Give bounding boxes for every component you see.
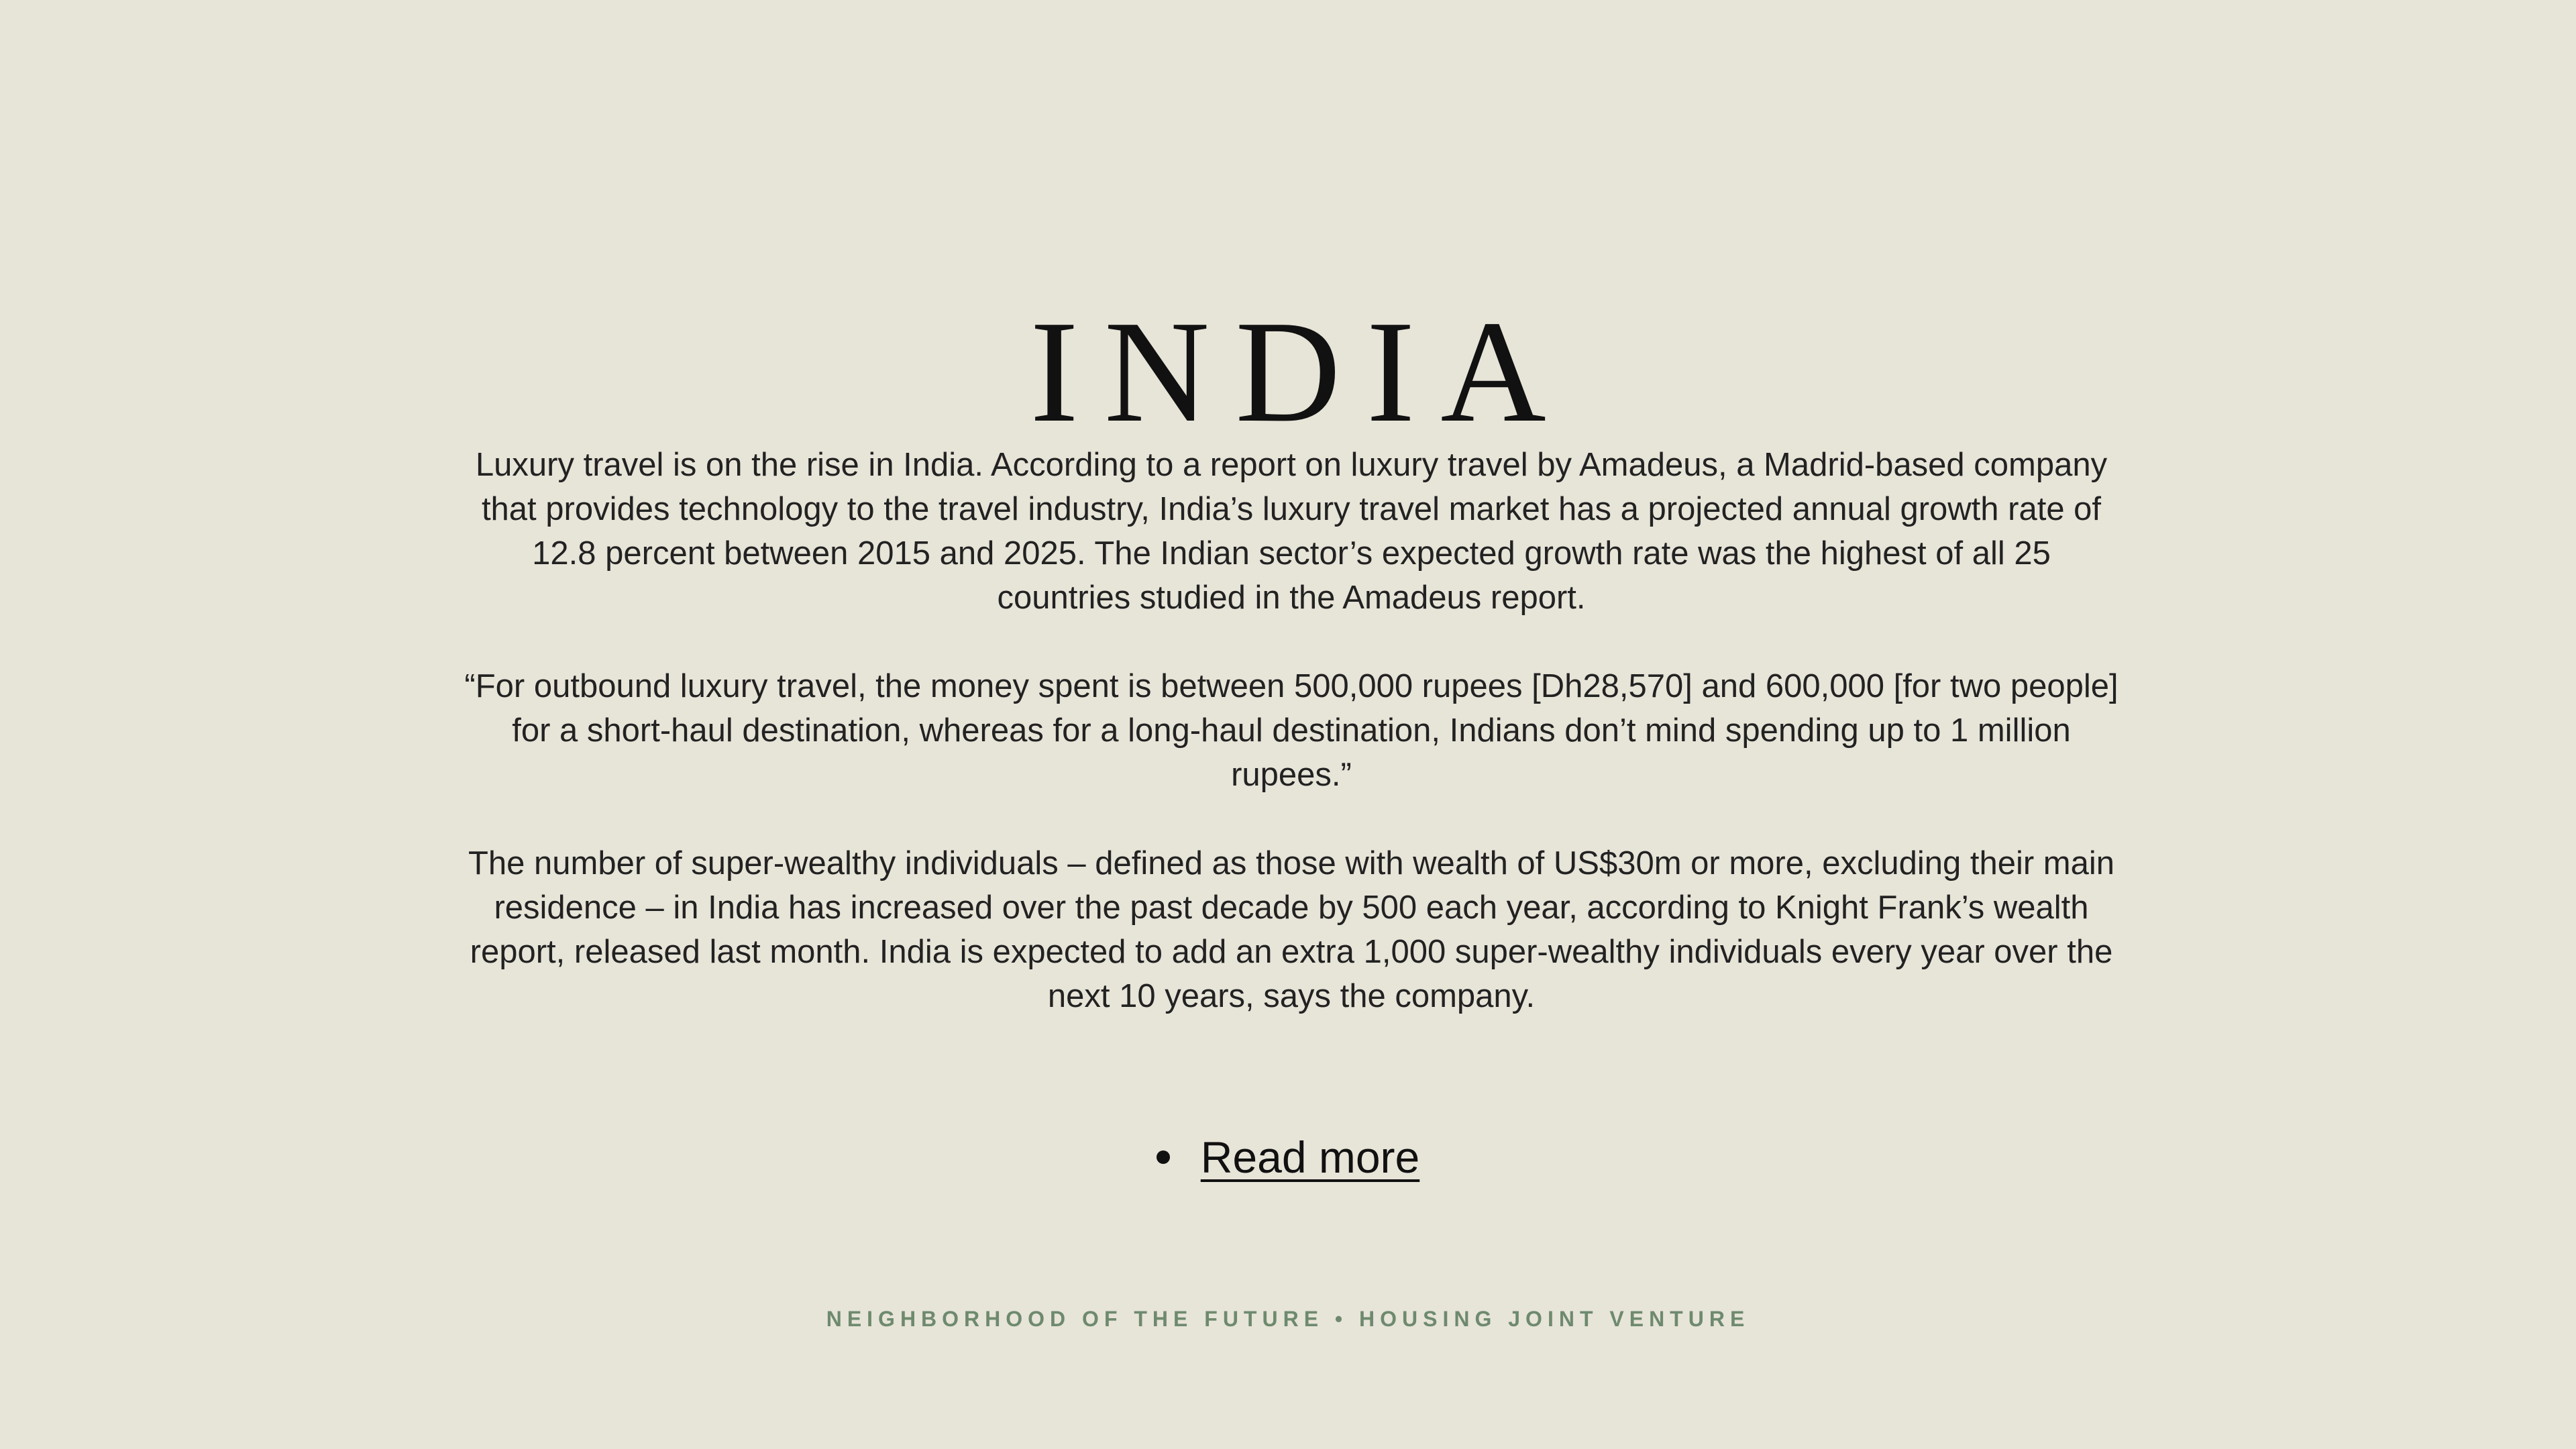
paragraph-intro: Luxury travel is on the rise in India. According to a report on luxury travel by Amadeus, a Madrid-based company that provides technology to the travel industry, India’s luxury travel market has a projected annual growth rate of 12.8 percent between 2015 and 2025. The Indian sector’s expected growth rate was the highest of all 25 countries studied in the Amadeus report. [475, 447, 2108, 616]
paragraph-wealth: The number of super-wealthy individuals – defined as those with wealth of US$30m or more, excluding their main residence – in India has increased over the past decade by 500 each year, according to Knight Frank’s wealth report, released last month. India is expected to add an extra 1,000 super-wealthy individuals every year over the next 10 years, says the company. [468, 845, 2114, 1014]
read-more-link[interactable]: Read more [1200, 1132, 1420, 1182]
list-item [1157, 1127, 1420, 1187]
bullet-icon [1157, 1150, 1170, 1164]
page-title: INDIA [1030, 291, 1572, 453]
footer-label: NEIGHBORHOOD OF THE FUTURE • HOUSING JOINT VENTURE [826, 1307, 1750, 1331]
read-more-list [0, 1127, 2576, 1187]
paragraph-quote: “For outbound luxury travel, the money spent is between 500,000 rupees [Dh28,570] and 600,000 [for two people] for a short-haul destination, whereas for a long-haul destination, Indians don’t mind spending up to 1 million rupees.” [464, 668, 2118, 793]
body-text [463, 443, 2120, 1063]
